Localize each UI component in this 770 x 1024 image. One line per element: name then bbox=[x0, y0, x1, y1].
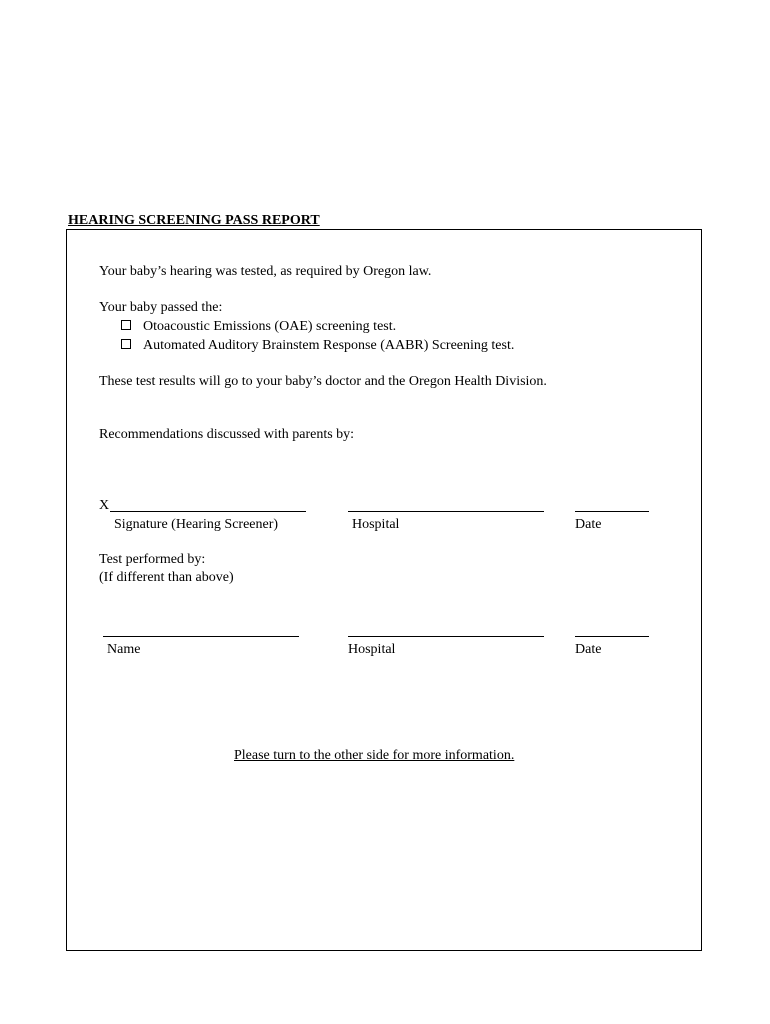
performed-by-label: Test performed by: bbox=[99, 552, 206, 567]
signature-label: Signature (Hearing Screener) bbox=[114, 517, 279, 532]
test-item-aabr[interactable] bbox=[121, 339, 514, 353]
x-mark: X bbox=[99, 498, 110, 513]
date-line[interactable] bbox=[575, 511, 649, 512]
checkbox-aabr[interactable] bbox=[121, 339, 131, 349]
footer-note: Please turn to the other side for more information. bbox=[234, 748, 515, 763]
test-item-oae[interactable] bbox=[121, 320, 396, 334]
signature-line[interactable] bbox=[110, 511, 306, 512]
checkbox-oae[interactable] bbox=[121, 320, 131, 330]
passed-label: Your baby passed the: bbox=[99, 300, 223, 315]
hospital-label-2: Hospital bbox=[348, 642, 396, 657]
performed-by-note: (If different than above) bbox=[99, 570, 234, 585]
date-line-2[interactable] bbox=[575, 636, 649, 637]
test-label-oae: Otoacoustic Emissions (OAE) screening test. bbox=[143, 319, 397, 334]
name-line[interactable] bbox=[103, 636, 299, 637]
name-label: Name bbox=[107, 642, 141, 657]
results-note: These test results will go to your baby’s doctor and the Oregon Health Division. bbox=[99, 374, 547, 389]
hospital-label: Hospital bbox=[352, 517, 400, 532]
date-label-2: Date bbox=[575, 642, 602, 657]
test-label-aabr: Automated Auditory Brainstem Response (AABR) Screening test. bbox=[143, 338, 515, 353]
hospital-line-2[interactable] bbox=[348, 636, 544, 637]
hospital-line[interactable] bbox=[348, 511, 544, 512]
report-title: HEARING SCREENING PASS REPORT bbox=[68, 213, 320, 228]
recommendations-label: Recommendations discussed with parents by: bbox=[99, 427, 355, 442]
intro-text: Your baby’s hearing was tested, as required by Oregon law. bbox=[99, 264, 432, 279]
date-label: Date bbox=[575, 517, 602, 532]
